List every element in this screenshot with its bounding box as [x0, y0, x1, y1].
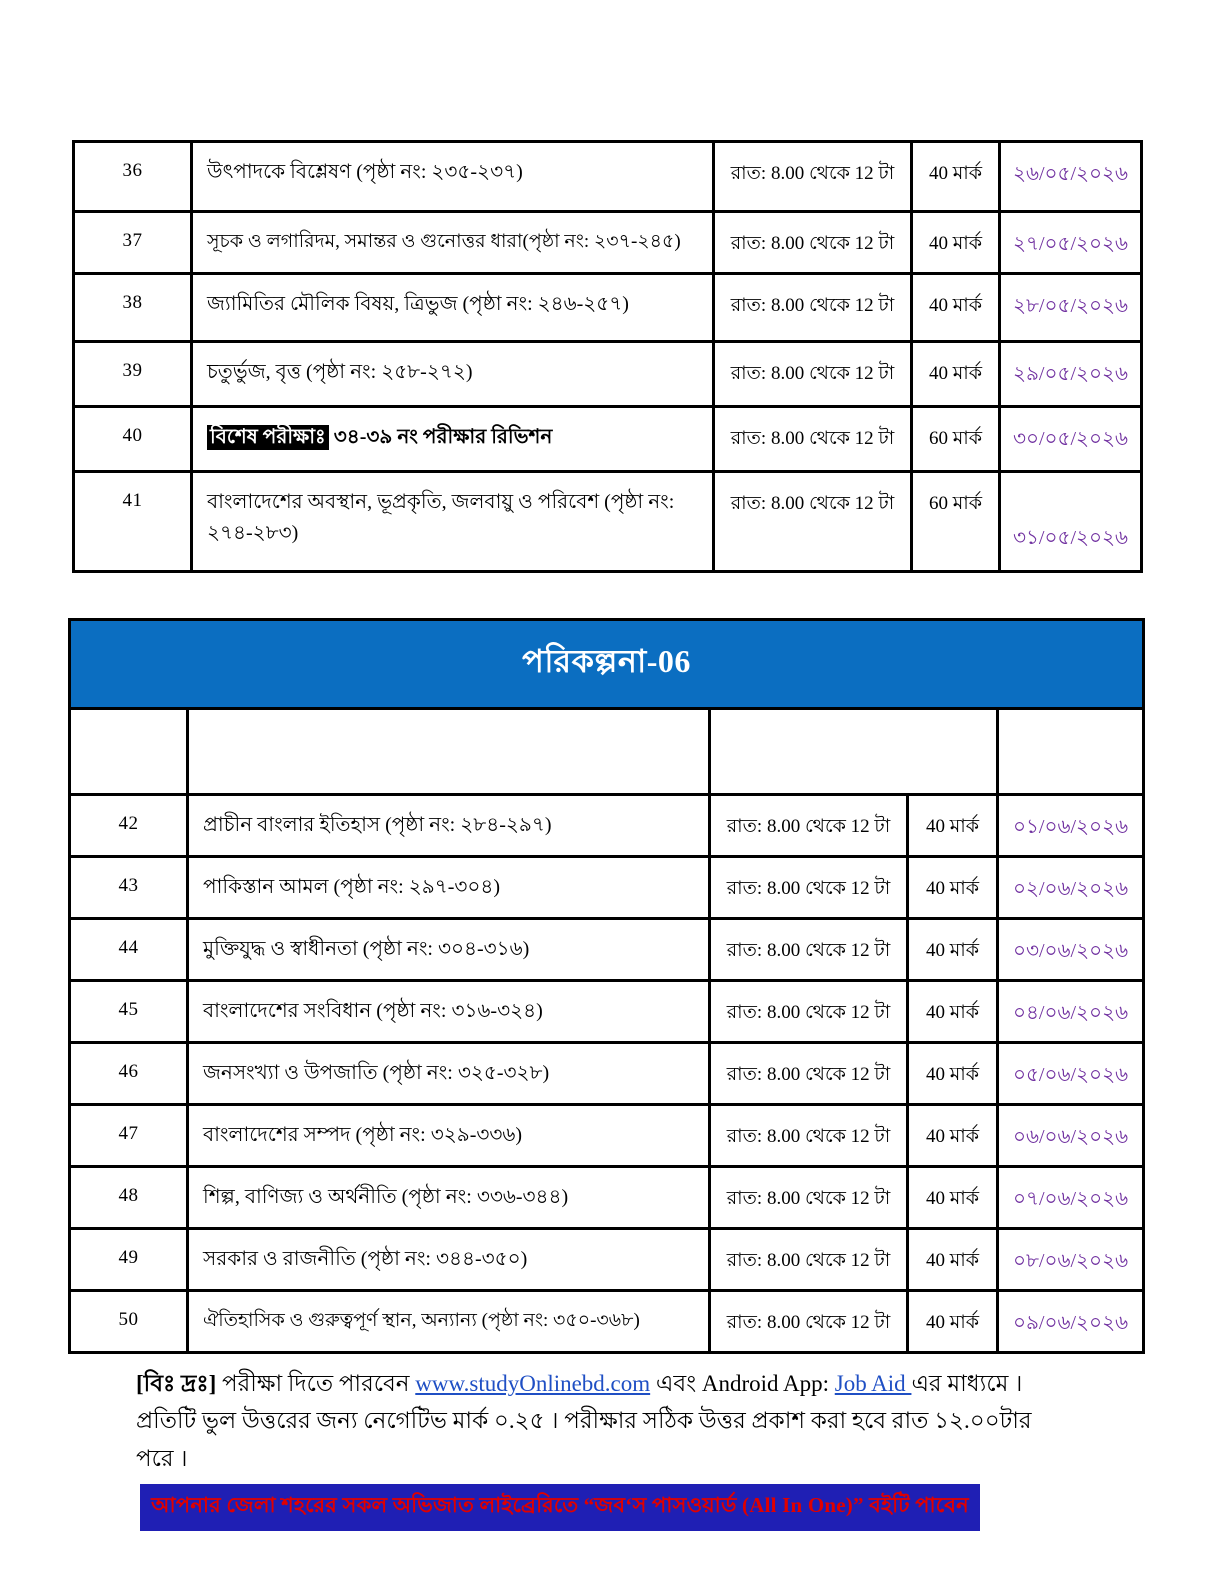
cell-exam-no — [74, 342, 192, 407]
cell-date — [998, 1229, 1144, 1291]
topic-text: সরকার ও রাজনীতি (পৃষ্ঠা নং: ৩৪৪-৩৫০) — [203, 1248, 528, 1270]
cell-date — [1000, 274, 1142, 342]
topic-text: বাংলাদেশের সংবিধান (পৃষ্ঠা নং: ৩১৬-৩২৪) — [203, 1000, 543, 1022]
table-row-special — [74, 407, 1142, 472]
marks-text: 40 মার্ক — [925, 1250, 980, 1271]
cell-topic — [192, 407, 714, 472]
cell-exam-no — [70, 981, 188, 1043]
note-part3: এর মাধ্যমে । — [911, 1371, 1023, 1396]
topic-text: পাকিস্তান আমল (পৃষ্ঠা নং: ২৯৭-৩০৪) — [203, 876, 501, 898]
time-text: রাত: 8.00 থেকে 12 টা — [730, 163, 895, 184]
library-availability-banner: আপনার জেলা শহরের সকল অভিজাত লাইব্রেরিতে “জব‘স পাসওয়ার্ড (All In One)” বইটি পাবেন — [140, 1484, 980, 1531]
time-text: রাত: 8.00 থেকে 12 টা — [726, 1126, 891, 1147]
date-text: ০২/০৬/২০২৬ — [1012, 878, 1129, 900]
cell-exam-no — [70, 1167, 188, 1229]
cell-marks — [908, 1291, 998, 1353]
header-date-line1: পরীক্ষার — [1011, 715, 1075, 737]
exam-no-text: 46 — [118, 1061, 139, 1082]
date-text: ২৭/০৫/২০২৬ — [1012, 233, 1129, 255]
exam-schedule-table-part1 — [72, 140, 1143, 573]
time-text: রাত: 8.00 থেকে 12 টা — [726, 1188, 891, 1209]
time-text: রাত: 8.00 থেকে 12 টা — [726, 1312, 891, 1333]
date-text: ০৯/০৬/২০২৬ — [1012, 1312, 1129, 1334]
header-topic-line2: জব‘স পাসওয়ার্ড (All In One) বইয়ের পৃষ্ঠা নাম্বার — [254, 747, 643, 769]
date-text: ০৫/০৬/২০২৬ — [1012, 1064, 1129, 1086]
cell-date — [998, 1105, 1144, 1167]
cell-time — [714, 274, 912, 342]
header-time-marks-label: পরীক্ষা দেওয়ার সময় ও মার্ক — [745, 715, 962, 737]
date-text: ০১/০৬/২০২৬ — [1012, 816, 1129, 838]
exam-schedule-table-part2 — [68, 618, 1145, 1354]
table-row — [74, 342, 1142, 407]
cell-time — [710, 857, 908, 919]
cell-time — [710, 795, 908, 857]
cell-marks — [908, 1229, 998, 1291]
cell-topic — [192, 274, 714, 342]
marks-text: 60 মার্ক — [928, 428, 983, 449]
marks-text: 40 মার্ক — [925, 940, 980, 961]
cell-date — [998, 1167, 1144, 1229]
date-text: ০৬/০৬/২০২৬ — [1012, 1126, 1129, 1148]
exam-no-text: 40 — [122, 425, 143, 446]
table-row — [70, 1291, 1144, 1353]
cell-topic — [188, 795, 710, 857]
exam-no-text: 42 — [118, 813, 139, 834]
cell-date — [998, 919, 1144, 981]
cell-topic — [192, 342, 714, 407]
topic-text: বাংলাদেশের সম্পদ (পৃষ্ঠা নং: ৩২৯-৩৩৬) — [203, 1124, 523, 1146]
time-text: রাত: 8.00 থেকে 12 টা — [730, 493, 895, 514]
cell-marks — [908, 1167, 998, 1229]
marks-text: 40 মার্ক — [925, 1312, 980, 1333]
date-text: ২৯/০৫/২০২৬ — [1012, 363, 1129, 385]
time-text: রাত: 8.00 থেকে 12 টা — [730, 233, 895, 254]
exam-no-text: 37 — [122, 230, 143, 251]
cell-marks — [912, 407, 1000, 472]
table-row — [70, 857, 1144, 919]
cell-exam-no — [74, 407, 192, 472]
note-label: [বিঃ দ্রঃ] — [136, 1371, 217, 1396]
cell-marks — [908, 857, 998, 919]
cell-topic — [192, 212, 714, 274]
topic-text: উৎপাদকে বিশ্লেষণ (পৃষ্ঠা নং: ২৩৫-২৩৭) — [207, 161, 523, 183]
cell-marks — [912, 342, 1000, 407]
time-text: রাত: 8.00 থেকে 12 টা — [726, 816, 891, 837]
exam-no-text: 50 — [118, 1309, 139, 1330]
marks-text: 60 মার্ক — [928, 493, 983, 514]
marks-text: 40 মার্ক — [928, 295, 983, 316]
cell-date — [1000, 212, 1142, 274]
marks-text: 40 মার্ক — [925, 816, 980, 837]
special-exam-detail: ৩৪-৩৯ নং পরীক্ষার রিভিশন — [328, 426, 553, 448]
table-row — [74, 274, 1142, 342]
cell-date — [1000, 472, 1142, 572]
time-text: রাত: 8.00 থেকে 12 টা — [726, 1002, 891, 1023]
header-exam-no — [70, 709, 188, 795]
cell-time — [714, 342, 912, 407]
exam-no-text: 41 — [122, 490, 143, 511]
marks-text: 40 মার্ক — [925, 1126, 980, 1147]
cell-exam-no — [70, 795, 188, 857]
time-text: রাত: 8.00 থেকে 12 টা — [730, 295, 895, 316]
header-topic-line1: পরীক্ষার টপিক & — [381, 715, 516, 737]
cell-topic — [188, 919, 710, 981]
cell-topic — [192, 472, 714, 572]
cell-time — [714, 472, 912, 572]
cell-exam-no — [74, 212, 192, 274]
marks-text: 40 মার্ক — [925, 1064, 980, 1085]
marks-text: 40 মার্ক — [928, 163, 983, 184]
time-text: রাত: 8.00 থেকে 12 টা — [730, 363, 895, 384]
exam-no-text: 44 — [118, 937, 139, 958]
footer-note — [136, 1365, 1096, 1477]
cell-topic — [192, 142, 714, 212]
cell-marks — [908, 981, 998, 1043]
cell-time — [710, 1167, 908, 1229]
time-text: রাত: 8.00 থেকে 12 টা — [726, 878, 891, 899]
topic-text: ঐতিহাসিক ও গুরুত্বপূর্ণ স্থান, অন্যান্য (পৃষ্ঠা নং: ৩৫০-৩৬৮) — [203, 1310, 640, 1331]
plan-title-row — [70, 620, 1144, 709]
note-part2: এবং Android App: — [650, 1371, 835, 1396]
cell-exam-no — [70, 919, 188, 981]
special-exam-badge: বিশেষ পরীক্ষাঃ — [207, 425, 329, 450]
cell-date — [998, 1291, 1144, 1353]
marks-text: 40 মার্ক — [928, 363, 983, 384]
cell-marks — [912, 274, 1000, 342]
cell-exam-no — [74, 472, 192, 572]
date-text: ০৩/০৬/২০২৬ — [1012, 940, 1129, 962]
date-text: ২৮/০৫/২০২৬ — [1012, 295, 1129, 317]
date-text: ০৭/০৬/২০২৬ — [1012, 1188, 1129, 1210]
cell-time — [714, 142, 912, 212]
exam-no-text: 38 — [122, 292, 143, 313]
topic-text: প্রাচীন বাংলার ইতিহাস (পৃষ্ঠা নং: ২৮৪-২৯৭) — [203, 814, 552, 836]
cell-date — [998, 857, 1144, 919]
topic-text: জ্যামিতির মৌলিক বিষয়, ত্রিভুজ (পৃষ্ঠা নং: ২৪৬-২৫৭) — [207, 293, 629, 315]
cell-marks — [912, 212, 1000, 274]
cell-date — [1000, 142, 1142, 212]
studyonlinebd-link[interactable]: www.studyOnlinebd.com — [415, 1371, 651, 1396]
topic-text: বাংলাদেশের অবস্থান, ভূপ্রকৃতি, জলবায়ু ও পরিবেশ (পৃষ্ঠা নং: ২৭৪-২৮৩) — [207, 491, 675, 544]
cell-time — [710, 1105, 908, 1167]
exam-no-text: 48 — [118, 1185, 139, 1206]
cell-exam-no — [70, 857, 188, 919]
cell-time — [710, 1043, 908, 1105]
marks-text: 40 মার্ক — [925, 1188, 980, 1209]
date-text: ০৪/০৬/২০২৬ — [1012, 1002, 1129, 1024]
exam-no-text: 47 — [118, 1123, 139, 1144]
exam-no-text: 36 — [122, 160, 143, 181]
table-row — [70, 1167, 1144, 1229]
header-time-marks — [710, 709, 998, 795]
date-text: ২৬/০৫/২০২৬ — [1012, 163, 1129, 185]
header-topic — [188, 709, 710, 795]
topic-text: মুক্তিযুদ্ধ ও স্বাধীনতা (পৃষ্ঠা নং: ৩০৪-৩১৬) — [203, 938, 530, 960]
exam-no-text: 49 — [118, 1247, 139, 1268]
cell-time — [714, 212, 912, 274]
table-row — [70, 919, 1144, 981]
marks-text: 40 মার্ক — [925, 878, 980, 899]
topic-text: জনসংখ্যা ও উপজাতি (পৃষ্ঠা নং: ৩২৫-৩২৮) — [203, 1062, 550, 1084]
cell-exam-no — [70, 1105, 188, 1167]
cell-topic — [188, 1105, 710, 1167]
table-row — [70, 795, 1144, 857]
header-exam-no-label: পরীক্ষা নং — [89, 715, 168, 737]
cell-exam-no — [70, 1229, 188, 1291]
table-row — [70, 1229, 1144, 1291]
cell-marks — [908, 1105, 998, 1167]
header-date — [998, 709, 1144, 795]
table1-body — [74, 142, 1142, 572]
time-text: রাত: 8.00 থেকে 12 টা — [726, 1250, 891, 1271]
exam-no-text: 45 — [118, 999, 139, 1020]
note-line3: পরে । — [136, 1445, 188, 1471]
table2-body — [70, 620, 1144, 1353]
table-row — [70, 1043, 1144, 1105]
time-text: রাত: 8.00 থেকে 12 টা — [726, 1064, 891, 1085]
plan-title: পরিকল্পনা-06 — [71, 621, 1142, 707]
cell-date — [1000, 407, 1142, 472]
table-row — [70, 1105, 1144, 1167]
cell-marks — [912, 142, 1000, 212]
cell-marks — [908, 919, 998, 981]
cell-exam-no — [74, 142, 192, 212]
column-header-row — [70, 709, 1144, 795]
time-text: রাত: 8.00 থেকে 12 টা — [730, 428, 895, 449]
cell-topic — [188, 1291, 710, 1353]
topic-text: শিল্প, বাণিজ্য ও অর্থনীতি (পৃষ্ঠা নং: ৩৩৬-৩৪৪) — [203, 1186, 569, 1208]
cell-topic — [188, 1167, 710, 1229]
cell-date — [998, 795, 1144, 857]
cell-time — [710, 1291, 908, 1353]
cell-marks — [908, 1043, 998, 1105]
topic-text: সূচক ও লগারিদম, সমান্তর ও গুনোত্তর ধারা(পৃষ্ঠা নং: ২৩৭-২৪৫) — [207, 231, 681, 252]
table-row — [70, 981, 1144, 1043]
cell-marks — [908, 795, 998, 857]
marks-text: 40 মার্ক — [925, 1002, 980, 1023]
note-part1: পরীক্ষা দিতে পারবেন — [216, 1371, 416, 1396]
exam-no-text: 39 — [122, 360, 143, 381]
cell-date — [998, 1043, 1144, 1105]
marks-text: 40 মার্ক — [928, 233, 983, 254]
table-row — [74, 142, 1142, 212]
cell-time — [710, 1229, 908, 1291]
topic-text: চতুর্ভুজ, বৃত্ত (পৃষ্ঠা নং: ২৫৮-২৭২) — [207, 361, 473, 383]
cell-time — [714, 407, 912, 472]
cell-marks — [912, 472, 1000, 572]
table-row — [74, 472, 1142, 572]
cell-topic — [188, 1229, 710, 1291]
cell-topic — [188, 981, 710, 1043]
cell-exam-no — [70, 1043, 188, 1105]
cell-date — [998, 981, 1144, 1043]
date-text: ০৮/০৬/২০২৬ — [1012, 1250, 1129, 1272]
cell-topic — [188, 857, 710, 919]
date-text: ৩১/০৫/২০২৬ — [1012, 527, 1129, 549]
cell-exam-no — [74, 274, 192, 342]
cell-exam-no — [70, 1291, 188, 1353]
cell-time — [710, 981, 908, 1043]
topic-text — [193, 408, 712, 461]
job-aid-link[interactable]: Job Aid — [834, 1371, 912, 1396]
cell-topic — [188, 1043, 710, 1105]
time-text: রাত: 8.00 থেকে 12 টা — [726, 940, 891, 961]
table-row — [74, 212, 1142, 274]
note-line2: প্রতিটি ভুল উত্তরের জন্য নেগেটিভ মার্ক ০.২৫ । পরীক্ষার সঠিক উত্তর প্রকাশ করা হবে রাত ১২.০০টার — [136, 1408, 1032, 1434]
cell-date — [1000, 342, 1142, 407]
exam-no-text: 43 — [118, 875, 139, 896]
cell-plan-title — [70, 620, 1144, 709]
cell-time — [710, 919, 908, 981]
header-date-line2: তারিখ — [1011, 747, 1062, 769]
date-text: ৩০/০৫/২০২৬ — [1012, 428, 1129, 450]
